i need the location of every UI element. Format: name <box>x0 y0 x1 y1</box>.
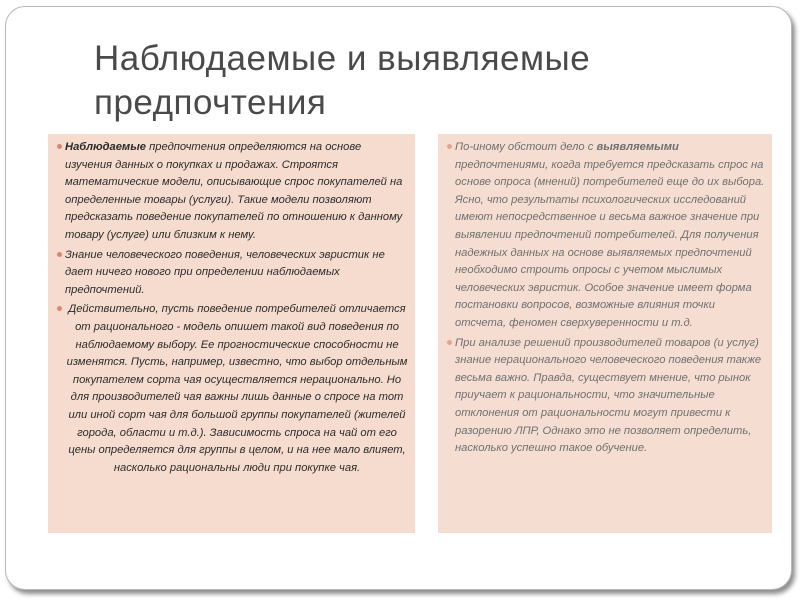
left-paragraph-2 <box>57 247 409 300</box>
left-text-block <box>48 134 415 533</box>
right-p1-text: предпочтениями, когда требуется предсказать спрос на основе опроса (мнений) потребителей еще до их выбора. Ясно, что результаты психологических исследований имеют непосредственное и весьма важное значение при выявлении предпочтений потребителей. Для получения надежных данных на основе выявляемых предпочтений необходимо строить опросы с учетом мыслимых человеческих эвристик. Особое значение имеет форма постановки вопросов, возможные влияния точки отсчета, феномен сверхуверенности и т.д. <box>455 158 765 329</box>
right-paragraph-2 <box>447 335 766 458</box>
right-text-block <box>438 134 772 533</box>
left-p3-text: Действительно, пусть поведение потребителей отличается от рационального - модель опишет такой вид поведения по наблюдаемому выбору. Ее прогностические способности не изменятся. Пусть, например, известно, что выбор отдельным покупателем сорта чая осуществляется нерационально. Но для производителей чая важны лишь данные о спросе на тот или иной сорт чая для большой группы покупателей (жителей города, области и т.д.). Зависимость спроса на чай от его цены определяется для группы в целом, и на нее мало влияет, насколько рациональны люди при покупке чая. <box>66 303 408 474</box>
bullet-icon <box>57 144 62 149</box>
right-p1-lead: По-иному обстоит дело с <box>455 141 597 153</box>
left-p2-text: Знание человеческого поведения, человеческих эвристик не дает ничего нового при определении наблюдаемых предпочтений. <box>65 248 385 296</box>
bullet-icon <box>447 340 452 345</box>
slide-frame <box>5 6 792 590</box>
bullet-icon <box>57 306 62 311</box>
right-p1-emphasis: выявляемыми <box>596 141 679 153</box>
slide-title: Наблюдаемые и выявляемые предпочтения <box>94 39 591 122</box>
bullet-icon <box>447 144 452 149</box>
right-paragraph-1 <box>447 139 766 333</box>
left-paragraph-1 <box>57 139 409 245</box>
left-p1-text: предпочтения определяются на основе изучения данных о покупках и продажах. Строятся математические модели, описывающие спрос покупателей на определенные товары (услуги). Такие модели позволяют предсказать поведение покупателей по отношению к данному товару (услуге) или близким к нему. <box>65 141 403 241</box>
left-p1-emphasis: Наблюдаемые <box>65 141 146 153</box>
right-p2-text: При анализе решений производителей товаров (и услуг) знание нерационального человеческого поведения также весьма важно. Правда, существует мнение, что рынок приучает к рациональности, что значительные отклонения от рациональности могут привести к разорению ЛПР, Однако это не позволяет определить, насколько успешно такое обучение. <box>455 336 762 455</box>
bullet-icon <box>57 252 62 257</box>
left-paragraph-3 <box>57 301 409 477</box>
